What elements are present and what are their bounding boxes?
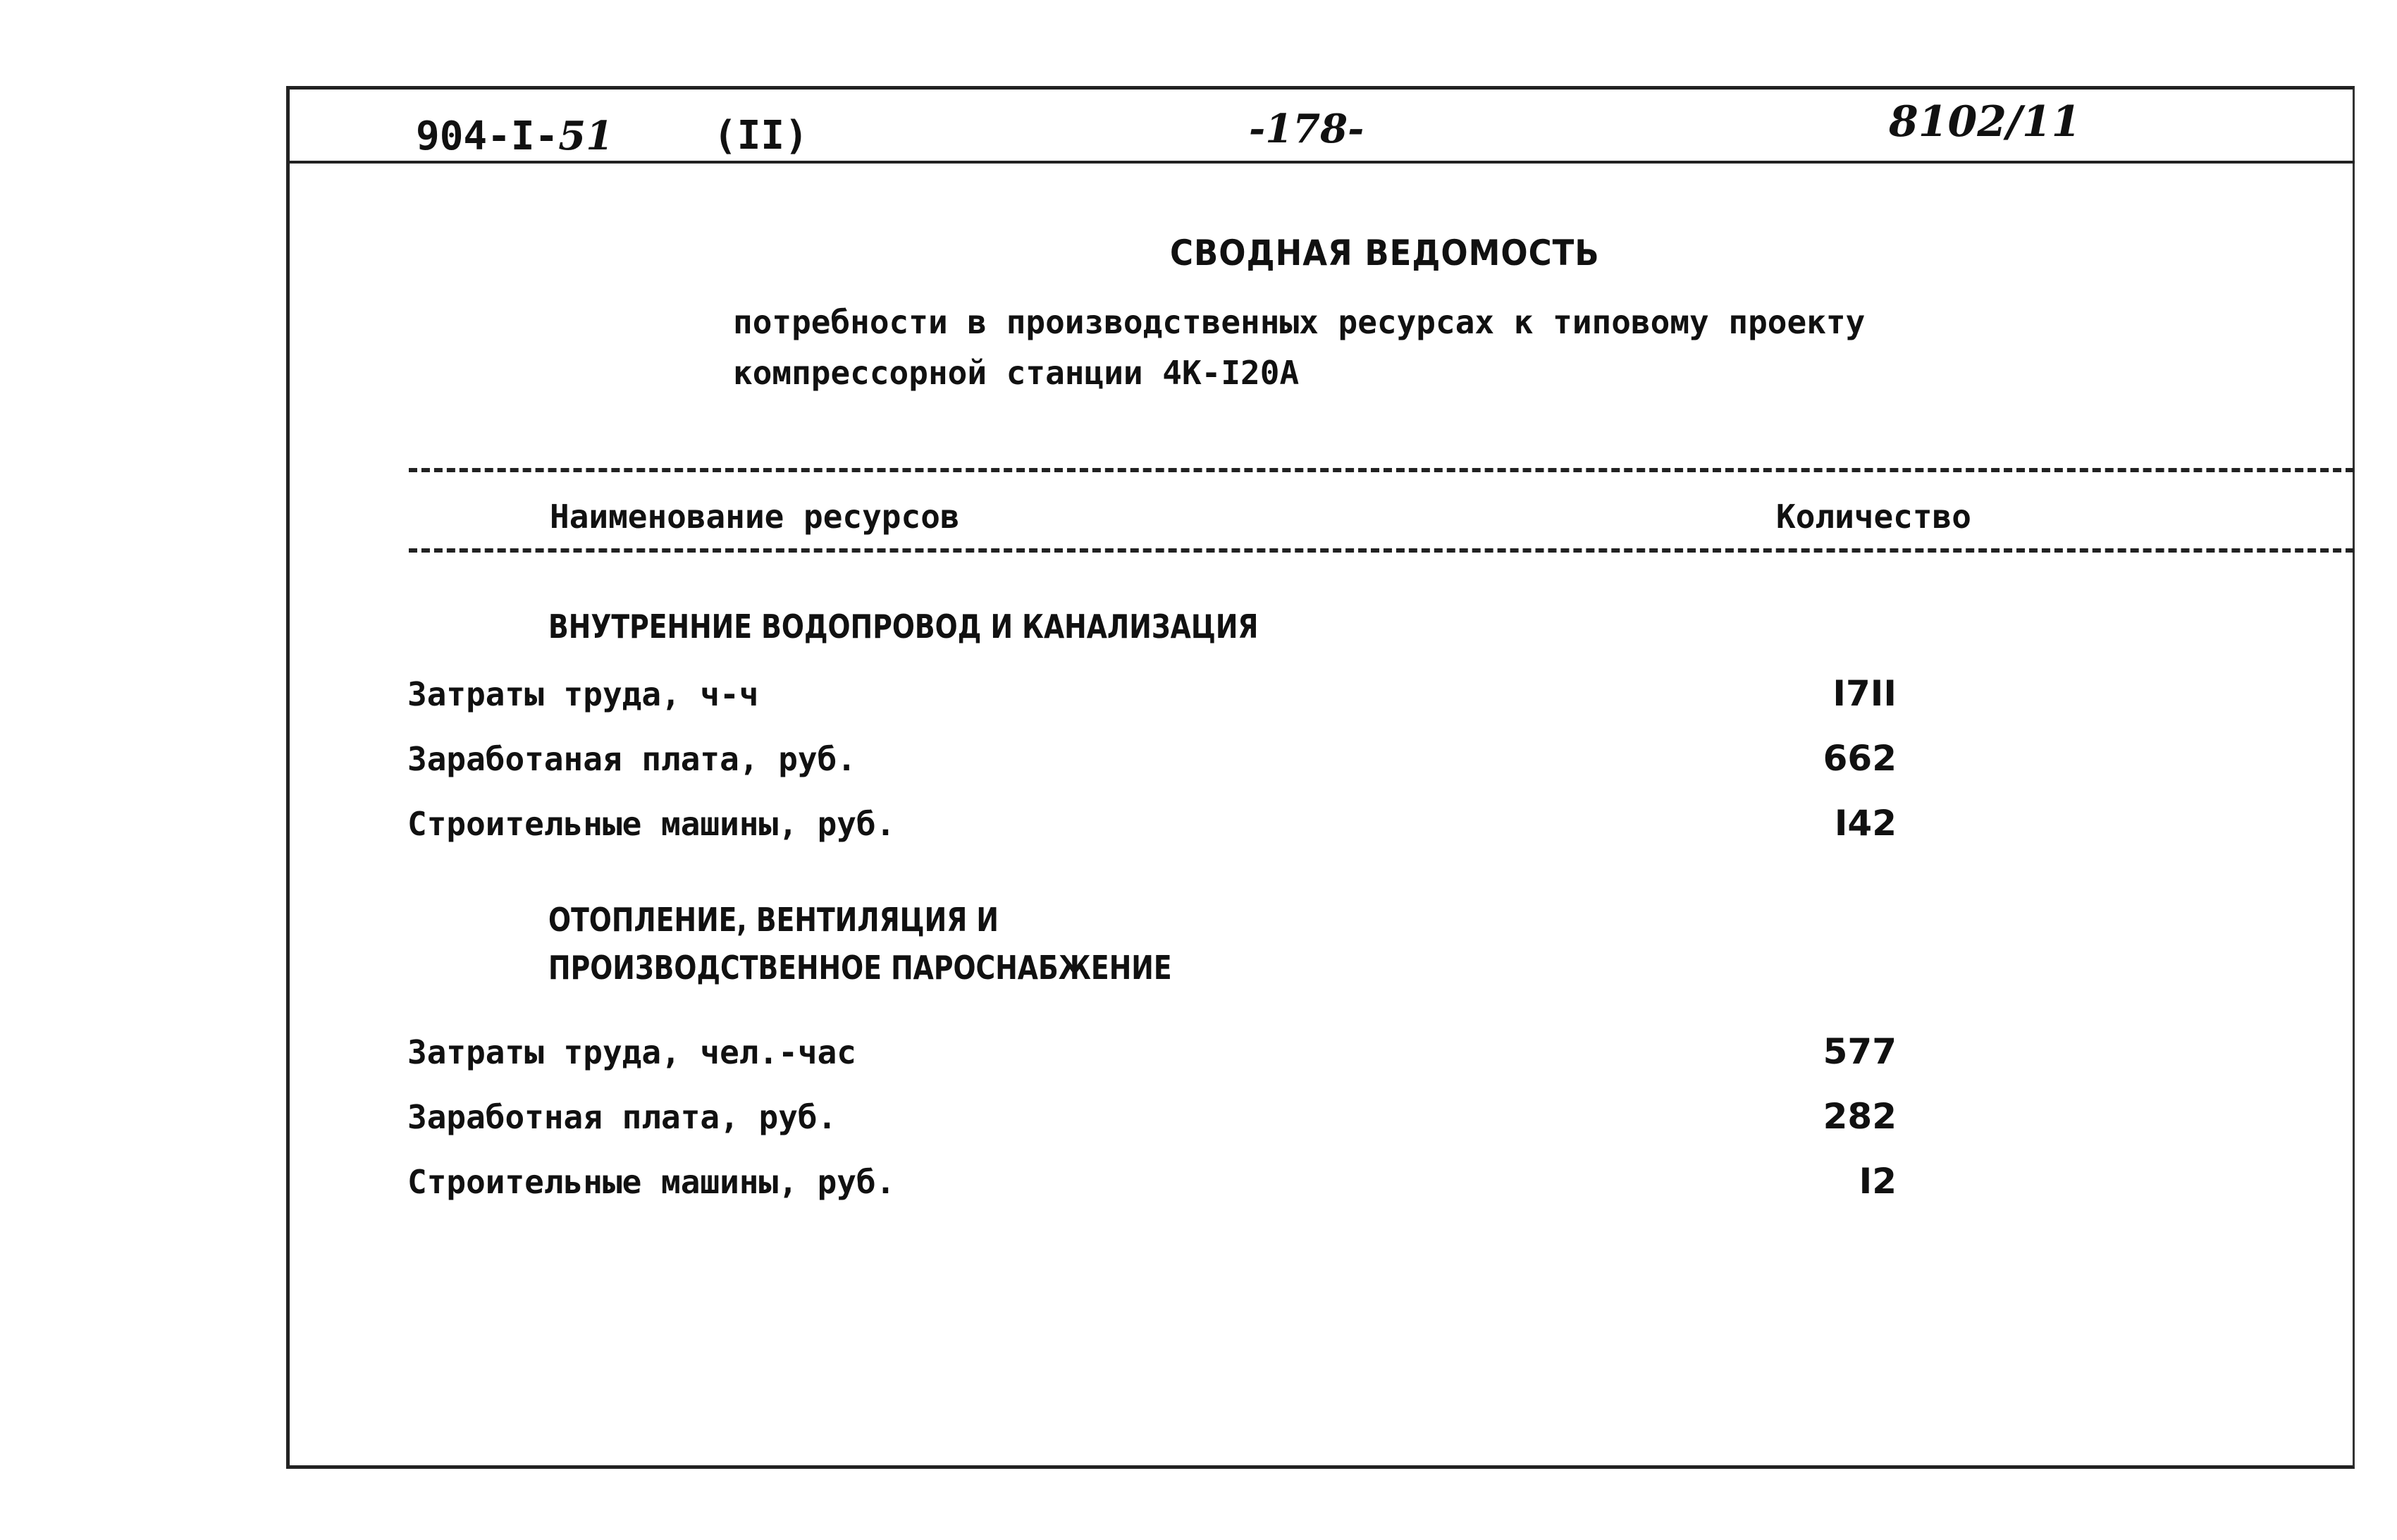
table-top-dashed-rule xyxy=(409,468,2354,472)
table-row-label: Затраты труда, ч-ч xyxy=(407,675,759,713)
column-header-name: Наименование ресурсов xyxy=(550,498,960,536)
section-title: ПРОИЗВОДСТВЕННОЕ ПАРОСНАБЖЕНИЕ xyxy=(548,949,1172,987)
project-code: 904-I-51 xyxy=(416,113,614,159)
header-rule xyxy=(286,161,2355,164)
table-row-value: I42 xyxy=(1834,803,1897,844)
table-row-label: Строительные машины, руб. xyxy=(407,805,896,843)
table-row-value: 577 xyxy=(1823,1031,1897,1072)
document-title: СВОДНАЯ ВЕДОМОСТЬ xyxy=(1170,233,1600,273)
subtitle-line-2: компрессорной станции 4К-I20А xyxy=(733,354,1300,392)
volume-number: (II) xyxy=(713,113,808,159)
section-title: ОТОПЛЕНИЕ, ВЕНТИЛЯЦИЯ И xyxy=(548,901,999,939)
column-header-quantity: Количество xyxy=(1776,498,1971,536)
table-row-value: I2 xyxy=(1859,1161,1897,1202)
table-row-value: 282 xyxy=(1823,1096,1897,1137)
archive-number: 8102/11 xyxy=(1889,97,2081,147)
table-row-label: Строительные машины, руб. xyxy=(407,1163,896,1201)
table-row-label: Затраты труда, чел.-час xyxy=(407,1033,856,1071)
table-row-label: Заработаная плата, руб. xyxy=(407,740,856,778)
table-row-value: I7II xyxy=(1832,673,1897,714)
table-row-label: Заработная плата, руб. xyxy=(407,1098,837,1136)
table-row-value: 662 xyxy=(1823,738,1897,779)
table-header-dashed-rule xyxy=(409,548,2354,553)
subtitle-line-1: потребности в производственных ресурсах к типовому проекту xyxy=(733,303,1866,341)
project-code-handwritten: 51 xyxy=(558,113,614,159)
section-title: ВНУТРЕННИЕ ВОДОПРОВОД И КАНАЛИЗАЦИЯ xyxy=(548,608,1259,646)
page-number: -178- xyxy=(1249,106,1364,152)
